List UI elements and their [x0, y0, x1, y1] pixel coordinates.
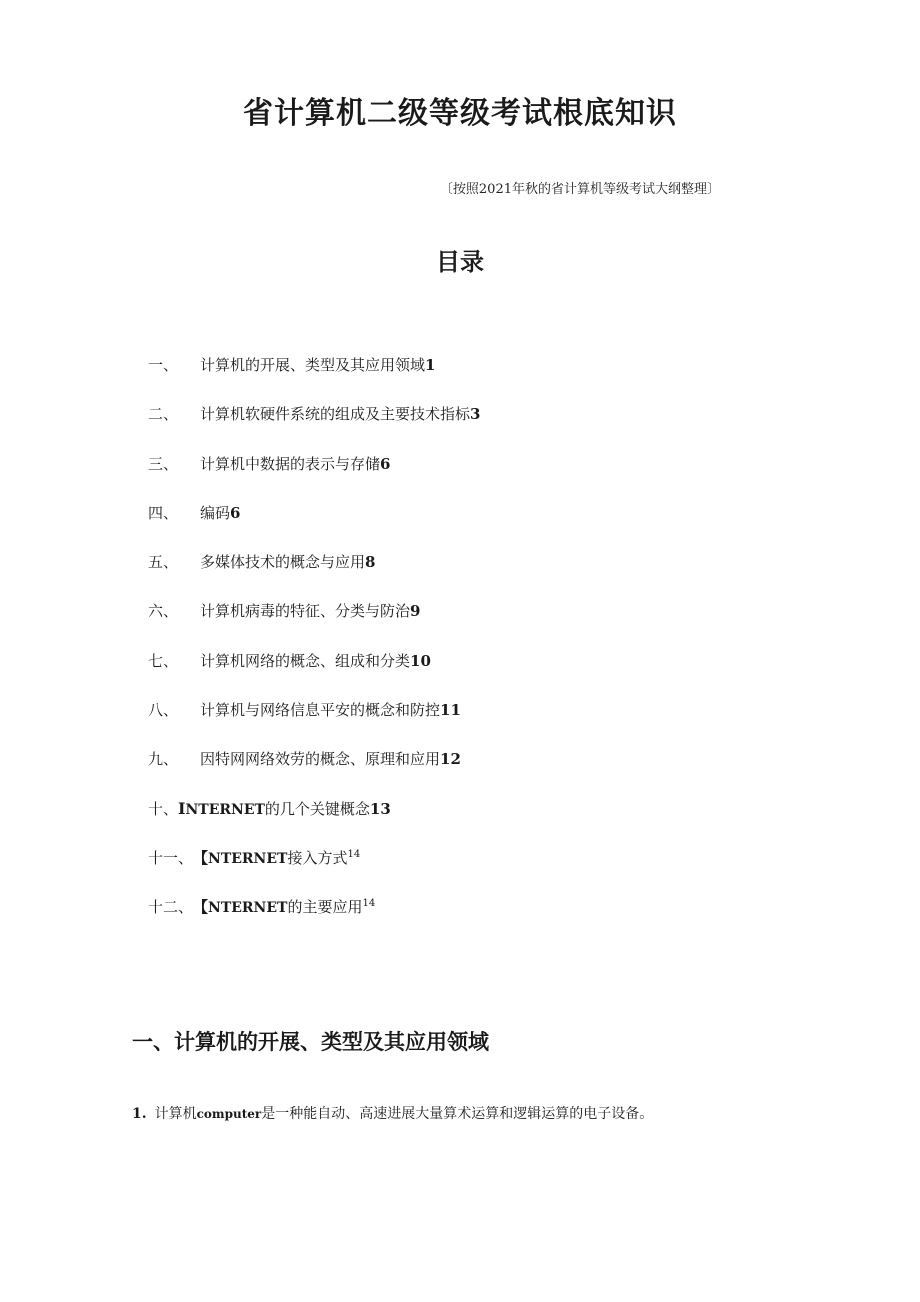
toc-entry-prefix: NTERNET [208, 850, 288, 867]
toc-entry[interactable] [148, 354, 480, 403]
toc-entry[interactable] [148, 453, 480, 502]
document-title: 省计算机二级等级考试根底知识 [243, 96, 677, 131]
document-subtitle: 〔按照2021年秋的省计算机等级考试大纲整理〕 [439, 182, 720, 197]
toc-entry[interactable] [148, 699, 480, 748]
toc-entry-title: 因特网网络效劳的概念、原理和应用 [200, 750, 441, 769]
body-paragraph [132, 1103, 653, 1123]
toc-entry[interactable] [148, 502, 480, 551]
toc-entry[interactable] [148, 748, 480, 797]
section-heading: 一、计算机的开展、类型及其应用领域 [132, 1030, 489, 1054]
toc-entry-number: 一、 [148, 356, 179, 374]
toc-entry-number: 十、 [148, 799, 179, 818]
paragraph-latin-term: computer [196, 1107, 262, 1121]
toc-entry-bracket: 【 [193, 848, 209, 867]
toc-entry[interactable] [148, 403, 480, 452]
toc-entry-number: 九、 [148, 750, 179, 769]
toc-entry-number: 十二、 [148, 898, 194, 917]
toc-entry-prefix: NTERNET [208, 900, 288, 917]
toc-entry[interactable] [148, 847, 480, 896]
toc-entry[interactable] [148, 551, 480, 600]
toc-entry-title: 计算机网络的概念、组成和分类 [200, 651, 411, 670]
toc-entry-title: 的几个关键概念 [264, 799, 370, 818]
toc-entry-title: 计算机的开展、类型及其应用领域 [200, 356, 426, 374]
toc-entry-page: 13 [369, 799, 391, 818]
toc-entry-prefix-initial: I [178, 798, 186, 818]
toc-entry-title: 计算机中数据的表示与存储 [200, 454, 381, 473]
toc-entry-title: 计算机软硬件系统的组成及主要技术指标 [200, 405, 471, 424]
toc-entry-page: 12 [440, 750, 461, 769]
toc-entry-number: 五、 [148, 553, 179, 572]
toc-entry-number: 七、 [148, 651, 179, 670]
toc-entry-page: 6 [230, 503, 241, 522]
toc-entry-number: 四、 [148, 503, 179, 522]
toc-entry-title: 的主要应用 [287, 898, 363, 917]
toc-entry-number: 二、 [148, 405, 179, 424]
toc-heading: 目录 [436, 248, 484, 276]
toc-entry-number: 六、 [148, 602, 179, 621]
toc-entry-number: 十一、 [148, 848, 194, 867]
toc-entry-page: 10 [410, 651, 431, 670]
toc-entry-title: 编码 [200, 503, 231, 522]
toc-entry-page: 14 [347, 848, 361, 860]
toc-entry[interactable] [148, 600, 480, 649]
paragraph-number: 1. [132, 1106, 147, 1122]
toc-entry[interactable] [148, 798, 480, 847]
toc-entry-number: 八、 [148, 701, 179, 720]
toc-entry-number: 三、 [148, 454, 179, 473]
toc-entry-page: 6 [380, 454, 391, 473]
toc-entry-page: 11 [440, 701, 461, 720]
toc-entry-page: 8 [365, 553, 376, 572]
toc-entry-title: 计算机病毒的特征、分类与防治 [200, 602, 411, 621]
toc-entry-title: 多媒体技术的概念与应用 [200, 553, 366, 572]
toc-entry-title: 计算机与网络信息平安的概念和防控 [200, 701, 441, 720]
toc-entry-bracket: 【 [193, 898, 209, 917]
table-of-contents [148, 354, 480, 946]
toc-entry-title: 接入方式 [287, 848, 348, 867]
toc-entry-page: 3 [470, 405, 481, 424]
toc-entry[interactable] [148, 896, 480, 945]
paragraph-text-before: 计算机 [154, 1106, 197, 1122]
toc-entry[interactable] [148, 650, 480, 699]
toc-entry-prefix: NTERNET [185, 801, 265, 818]
toc-entry-page: 14 [362, 898, 376, 910]
toc-entry-page: 9 [410, 602, 421, 621]
paragraph-text-after: 是一种能自动、高速进展大量算术运算和逻辑运算的电子设备。 [261, 1106, 654, 1122]
toc-entry-page: 1 [425, 356, 436, 374]
